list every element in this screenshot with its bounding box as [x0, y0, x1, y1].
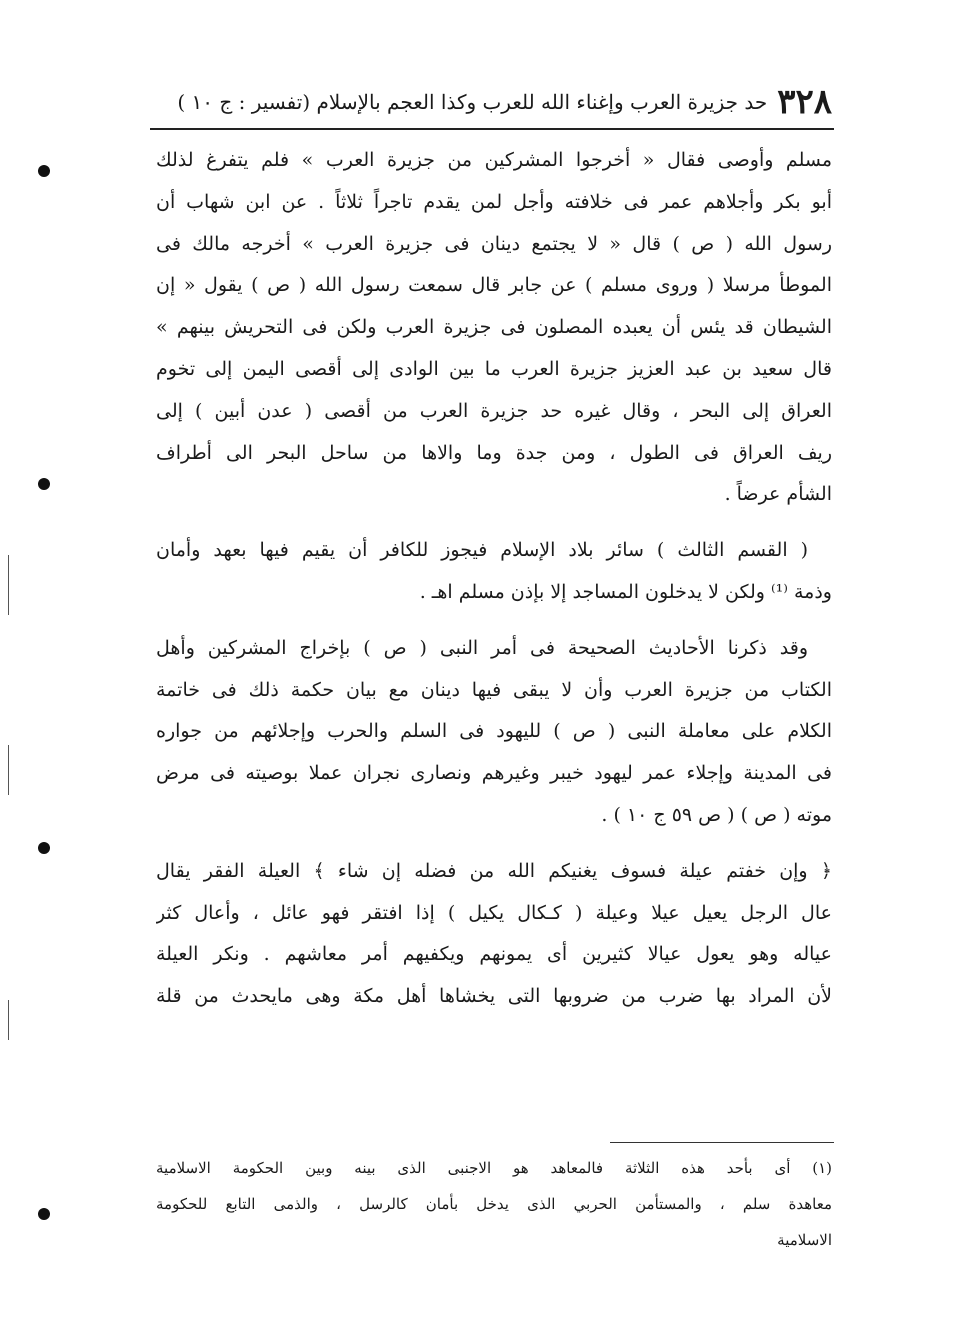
paragraph-1: [156, 140, 832, 516]
text-line: فى المدينة وإجلاء عمر ليهود خيبر وغيرهم ونصارى نجران عملا بوصيته فى مرض: [156, 762, 832, 785]
text-line: وقد ذكرنا الأحاديث الصحيحة فى أمر النبى ( ص ) بإخراج المشركين وأهل: [156, 636, 808, 659]
footnotes: [156, 1150, 832, 1258]
paragraph-3: [156, 628, 832, 837]
margin-scan-mark: [8, 555, 9, 615]
text-line: رسول الله ( ص ) قال « لا يجتمع دينان فى جزيرة العرب » أخرجه مالك فى: [156, 232, 832, 255]
text-line: الكلام على معاملة النبى ( ص ) لليهود فى السلم والحرب وإجلائهم من جواره: [156, 720, 832, 743]
text-line: مسلم وأوصى فقال « أخرجوا المشركين من جزيرة العرب » فلم يتفرغ لذلك: [156, 149, 832, 171]
running-title: حد جزيرة العرب وإغناء الله للعرب وكذا العجم بالإسلام (تفسير : ج ١٠ ): [177, 90, 768, 114]
punch-hole-mark: [38, 165, 50, 177]
text-line: وذمة ⁽¹⁾ ولكن لا يدخلون المساجد إلا بإذن مسلم اهـ .: [419, 580, 832, 603]
text-line: العراق إلى البحر ، وقال غيره حد جزيرة العرب من أقصى ( عدن أبين ) إلى: [156, 399, 832, 422]
punch-hole-mark: [38, 842, 50, 854]
text-line: ريف العراق فى الطول ، ومن جدة وما والاها من ساحل البحر الى أطراف: [156, 441, 832, 464]
paragraph-4: [156, 851, 832, 1018]
footnote-divider: [610, 1142, 834, 1143]
text-line: قال سعيد بن عبد العزيز جزيرة العرب ما بين الوادى إلى أقصى اليمن إلى تخوم: [156, 357, 832, 380]
text-line: عال الرجل يعيل عيلا وعيلة ( كـكال يكيل ) إذا افتقر فهو عائل ، وأعال كثر: [156, 901, 832, 924]
text-line: الكتاب من جزيرة العرب وأن لا يبقى فيها دينان مع بيان حكمة ذلك فى خاتمة: [156, 678, 832, 701]
punch-hole-mark: [38, 1208, 50, 1220]
margin-scan-mark: [8, 1000, 9, 1040]
footnote-line: (١) أى بأحد هذه الثلاثة فالمعاهد هو الاجنبى الذى بينه وبين الحكومة الاسلامية: [156, 1159, 832, 1177]
text-line: أبو بكر وأجلاهم عمر فى خلافته وأجل لمن يقدم تاجراً ثلاثاً . عن ابن شهاب أن: [156, 190, 832, 213]
text-line: عياله وهو يعول عيالا كثيرين أى يمونهم ويكفيهم أمر معاشهم . ونكر العيلة: [156, 943, 832, 966]
text-line: الشأم عرضاً .: [724, 483, 832, 506]
text-line: ﴿ وإن خفتم عيلة فسوف يغنيكم الله من فضله إن شاء ﴾ العيلة الفقر يقال: [156, 859, 832, 882]
main-text: [156, 140, 832, 1018]
text-line: ( القسم الثالث ) سائر بلاد الإسلام فيجوز للكافر أن يقيم فيها بعهد وأمان: [156, 539, 808, 562]
text-line: موته ( ص ) ( ص ٥٩ ج ١٠ ) .: [601, 803, 832, 826]
header-divider: [150, 128, 834, 130]
footnote-line: الاسلامية: [777, 1231, 832, 1249]
page-header: [152, 78, 832, 126]
paragraph-2: [156, 530, 832, 614]
punch-hole-mark: [38, 478, 50, 490]
text-line: الشيطان قد يئس أن يعبده المصلون فى جزيرة العرب ولكن فى التحريش بينهم »: [156, 316, 832, 339]
margin-scan-mark: [8, 745, 9, 795]
page-number: ٣٢٨: [777, 82, 832, 122]
footnote-line: معاهدة سلم ، والمستأمن الحربي الذى يدخل بأمان كالرسل ، والذمى التابع للحكومة: [156, 1195, 832, 1213]
text-line: لأن المراد بها ضرب من ضروبها التى يخشاها أهل مكة وهى مايحدث من قلة: [156, 985, 832, 1008]
text-line: الموطأ مرسلا ( وروى مسلم ) عن جابر قال سمعت رسول الله ( ص ) يقول « إن: [156, 274, 832, 297]
